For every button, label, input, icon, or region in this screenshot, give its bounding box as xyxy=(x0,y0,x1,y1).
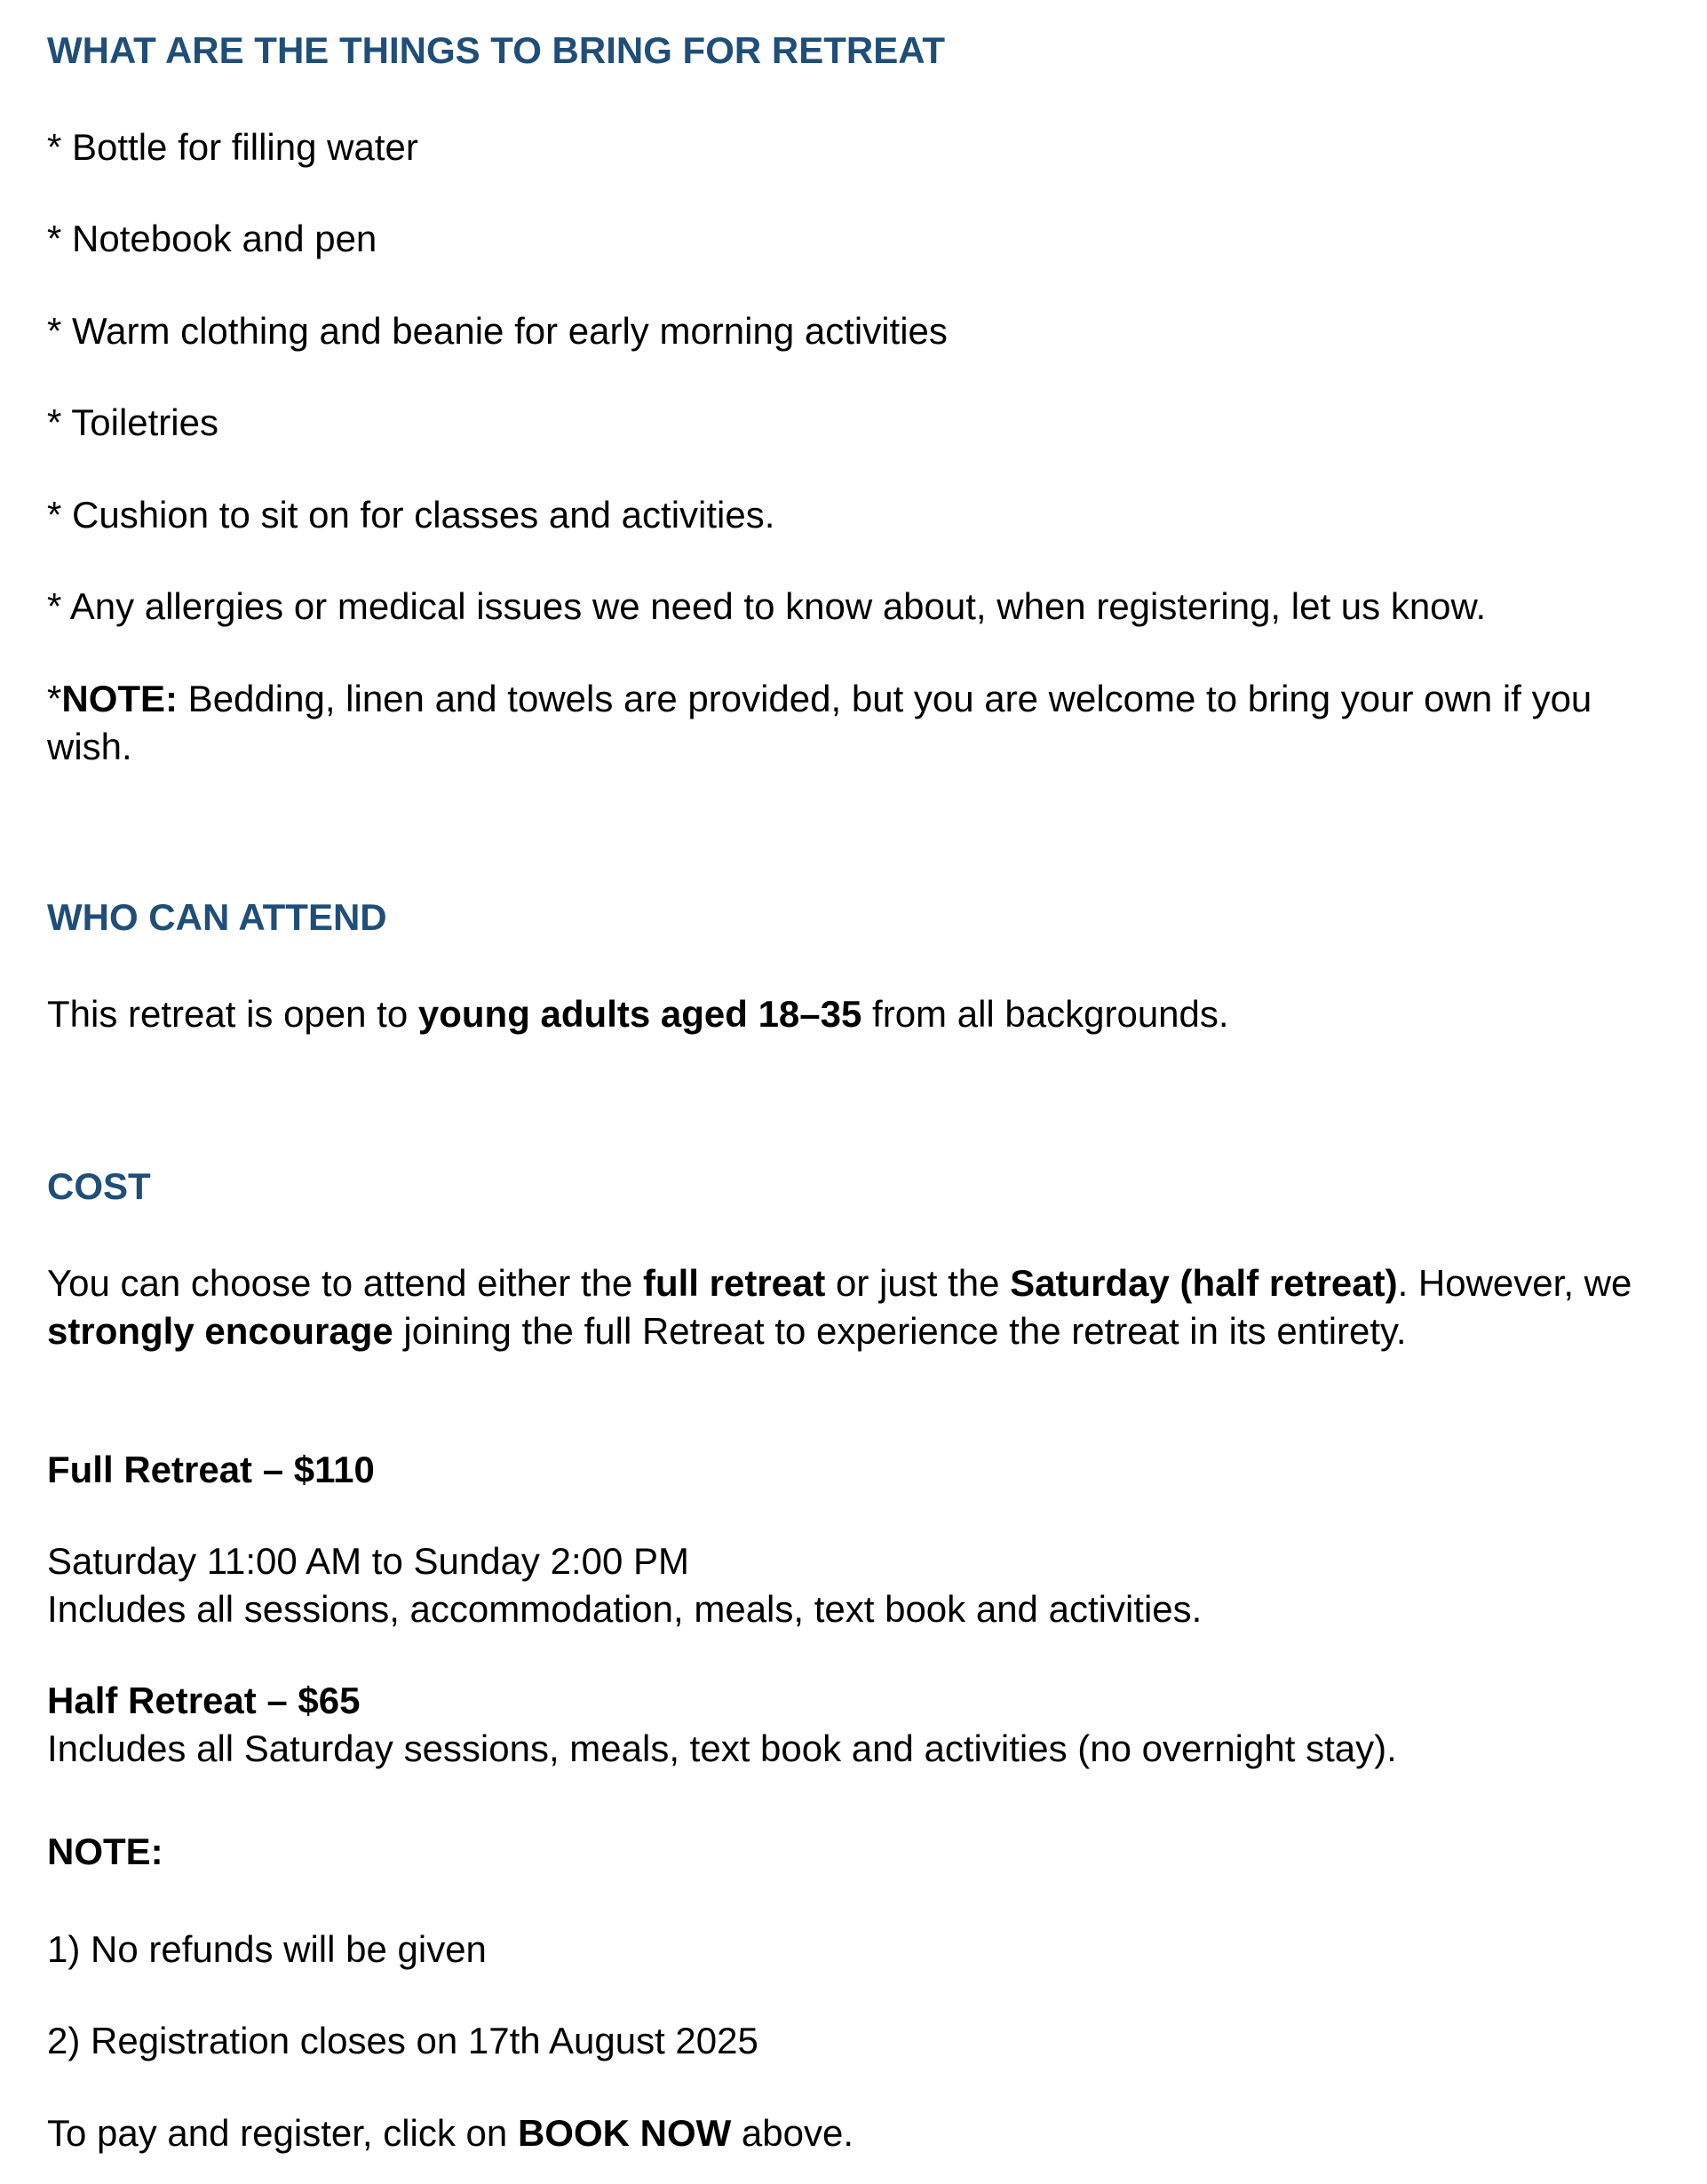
register-instruction xyxy=(47,2109,854,2157)
note-asterisk: * xyxy=(47,678,62,719)
attend-text-after: from all backgrounds. xyxy=(861,993,1229,1035)
cost-intro-part-1: You can choose to attend either the xyxy=(47,1262,643,1304)
cost-note-heading: NOTE: xyxy=(47,1831,163,1872)
attend-heading: WHO CAN ATTEND xyxy=(47,896,387,938)
half-retreat-includes: Includes all Saturday sessions, meals, text book and activities (no overnight stay). xyxy=(47,1727,1397,1769)
cost-intro-full-retreat: full retreat xyxy=(642,1262,826,1304)
book-now-reference: BOOK NOW xyxy=(517,2112,732,2154)
note-no-refunds: 1) No refunds will be given xyxy=(47,1928,487,1970)
register-text-before: To pay and register, click on xyxy=(47,2112,518,2154)
bring-item-bottle: * Bottle for filling water xyxy=(47,126,418,168)
bring-item-allergies: * Any allergies or medical issues we need to know about, when registering, let us know. xyxy=(47,585,1487,627)
bring-item-notebook: * Notebook and pen xyxy=(47,218,377,259)
bedding-note xyxy=(47,675,1672,771)
half-retreat-title: Half Retreat – $65 xyxy=(47,1680,361,1721)
full-retreat-includes: Includes all sessions, accommodation, meals, text book and activities. xyxy=(47,1588,1203,1630)
cost-intro-part-2: or just the xyxy=(825,1262,1011,1304)
attend-age-range: young adults aged 18–35 xyxy=(417,993,862,1035)
attend-text xyxy=(47,990,1229,1038)
bring-item-toiletries: * Toiletries xyxy=(47,401,218,443)
full-retreat-time: Saturday 11:00 AM to Sunday 2:00 PM xyxy=(47,1540,690,1582)
cost-intro-encourage: strongly encourage xyxy=(47,1310,393,1352)
cost-intro-half-retreat: Saturday (half retreat) xyxy=(1010,1262,1398,1304)
full-retreat-title: Full Retreat – $110 xyxy=(47,1449,375,1490)
note-text: Bedding, linen and towels are provided, but you are welcome to bring your own if you wish. xyxy=(47,678,1592,767)
cost-heading: COST xyxy=(47,1165,151,1207)
bring-item-cushion: * Cushion to sit on for classes and activities. xyxy=(47,494,775,536)
bring-item-clothing: * Warm clothing and beanie for early morning activities xyxy=(47,310,948,352)
note-label: NOTE: xyxy=(61,678,179,719)
attend-text-before: This retreat is open to xyxy=(47,993,418,1035)
bring-heading: WHAT ARE THE THINGS TO BRING FOR RETREAT xyxy=(47,29,946,71)
cost-intro-part-3: . However, we xyxy=(1397,1262,1632,1304)
cost-intro xyxy=(47,1259,1672,1355)
note-registration-closes: 2) Registration closes on 17th August 2025 xyxy=(47,2020,758,2061)
cost-intro-part-4: joining the full Retreat to experience the retreat in its entirety. xyxy=(393,1310,1407,1352)
register-text-after: above. xyxy=(731,2112,854,2154)
